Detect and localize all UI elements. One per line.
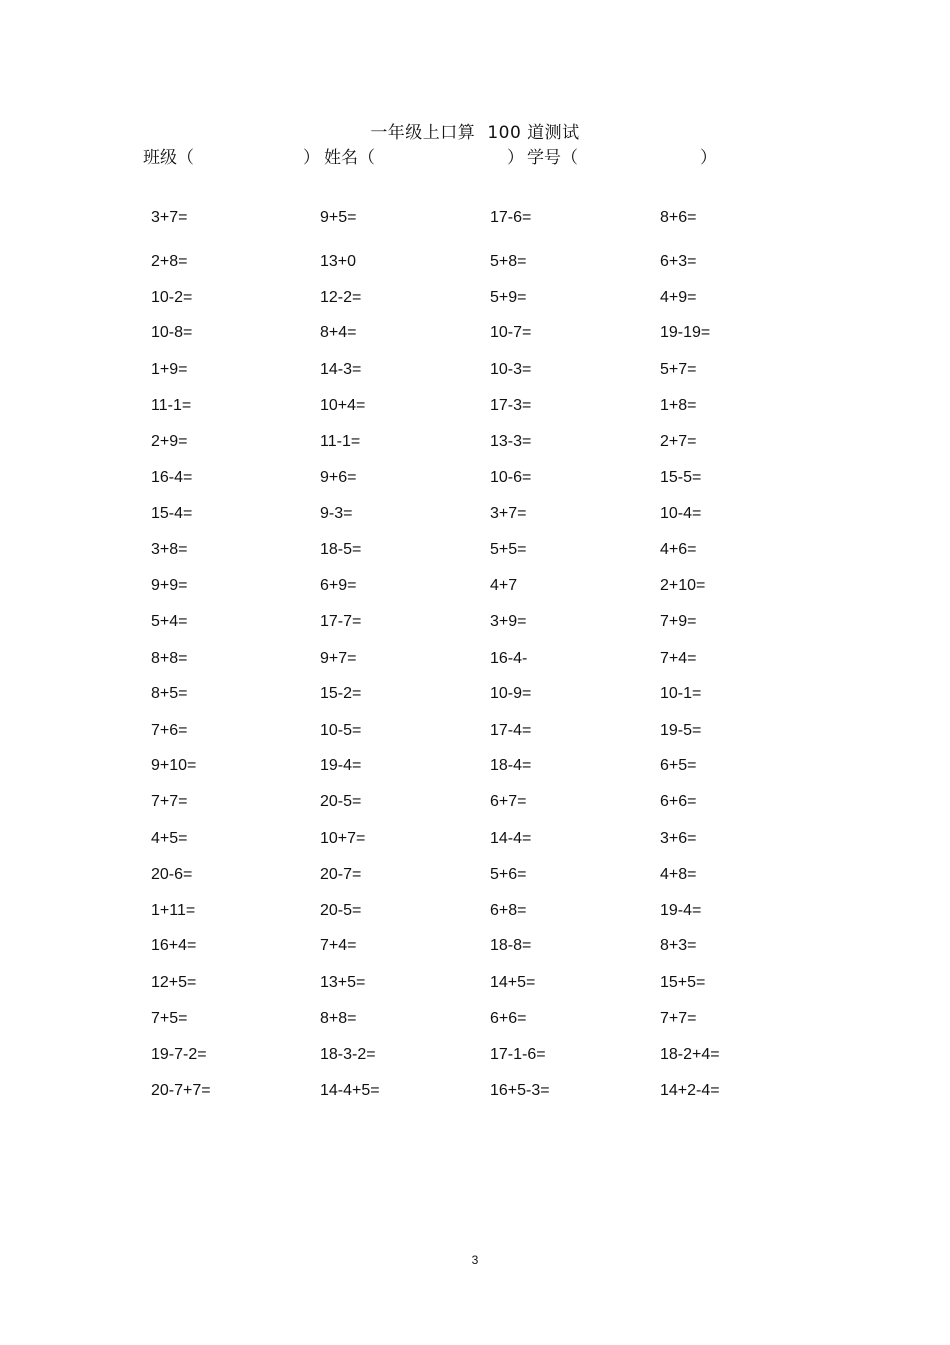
problem-item: 8+5= — [151, 685, 188, 702]
problem-item: 17-4= — [490, 722, 532, 739]
problem-item: 18-3-2= — [320, 1046, 376, 1063]
problem-item: 19-19= — [660, 324, 711, 341]
problem-item: 20-7= — [320, 866, 362, 883]
problem-item: 14+2-4= — [660, 1082, 720, 1099]
problem-item: 6+5= — [660, 757, 697, 774]
problem-item: 10-3= — [490, 361, 532, 378]
problem-item: 3+9= — [490, 613, 527, 630]
id-label: 学号（ — [527, 148, 578, 168]
problem-item: 7+5= — [151, 1010, 188, 1027]
problem-item: 10-6= — [490, 469, 532, 486]
problem-item: 3+7= — [490, 505, 527, 522]
problem-item: 10-5= — [320, 722, 362, 739]
id-close: ） — [700, 148, 717, 168]
problem-item: 4+7 — [490, 577, 518, 594]
problem-item: 5+9= — [490, 289, 527, 306]
problem-item: 6+7= — [490, 793, 527, 810]
problem-item: 4+6= — [660, 541, 697, 558]
problem-item: 8+8= — [320, 1010, 357, 1027]
problem-item: 5+6= — [490, 866, 527, 883]
name-close: ） — [507, 148, 524, 168]
problem-item: 2+7= — [660, 433, 697, 450]
problem-item: 7+7= — [660, 1010, 697, 1027]
problem-item: 7+4= — [660, 650, 697, 667]
class-close: ） — [303, 148, 320, 168]
problem-item: 20-5= — [320, 902, 362, 919]
problem-item: 9+7= — [320, 650, 357, 667]
problem-item: 1+9= — [151, 361, 188, 378]
problem-item: 4+5= — [151, 830, 188, 847]
problem-item: 18-5= — [320, 541, 362, 558]
problem-item: 10-2= — [151, 289, 193, 306]
problem-item: 19-4= — [320, 757, 362, 774]
problem-item: 2+9= — [151, 433, 188, 450]
problem-item: 9+10= — [151, 757, 197, 774]
problem-item: 12+5= — [151, 974, 197, 991]
problem-item: 17-6= — [490, 209, 532, 226]
problem-item: 1+11= — [151, 902, 196, 919]
problem-item: 19-4= — [660, 902, 702, 919]
problem-item: 6+9= — [320, 577, 357, 594]
problem-item: 10-1= — [660, 685, 702, 702]
problem-item: 17-3= — [490, 397, 532, 414]
problem-item: 3+7= — [151, 209, 188, 226]
problem-item: 9+9= — [151, 577, 188, 594]
problem-item: 12-2= — [320, 289, 362, 306]
problem-item: 18-8= — [490, 937, 532, 954]
problem-item: 9-3= — [320, 505, 353, 522]
problem-item: 19-5= — [660, 722, 702, 739]
problem-item: 13+0 — [320, 253, 357, 270]
problem-item: 18-2+4= — [660, 1046, 720, 1063]
problem-item: 7+9= — [660, 613, 697, 630]
problem-item: 10-9= — [490, 685, 532, 702]
problem-item: 5+7= — [660, 361, 697, 378]
problem-item: 11-1= — [320, 433, 361, 450]
problem-item: 8+6= — [660, 209, 697, 226]
problem-item: 11-1= — [151, 397, 192, 414]
problem-item: 14-3= — [320, 361, 362, 378]
problem-item: 6+3= — [660, 253, 697, 270]
problem-item: 8+4= — [320, 324, 357, 341]
problem-item: 5+8= — [490, 253, 527, 270]
problem-item: 6+6= — [490, 1010, 527, 1027]
problem-item: 2+10= — [660, 577, 706, 594]
problem-item: 2+8= — [151, 253, 188, 270]
problem-item: 18-4= — [490, 757, 532, 774]
problem-item: 16+4= — [151, 937, 197, 954]
problem-item: 5+4= — [151, 613, 188, 630]
problem-item: 15+5= — [660, 974, 706, 991]
problem-item: 9+6= — [320, 469, 357, 486]
problem-item: 10-4= — [660, 505, 702, 522]
problem-item: 6+6= — [660, 793, 697, 810]
problem-item: 8+8= — [151, 650, 188, 667]
problem-item: 14+5= — [490, 974, 536, 991]
name-label: 姓名（ — [324, 148, 375, 168]
problem-item: 16-4= — [151, 469, 193, 486]
problem-item: 7+7= — [151, 793, 188, 810]
problem-item: 6+8= — [490, 902, 527, 919]
problem-item: 15-4= — [151, 505, 193, 522]
problem-item: 10-8= — [151, 324, 193, 341]
title-main: 一年级上口算 — [370, 123, 476, 143]
problem-item: 7+4= — [320, 937, 357, 954]
problem-item: 4+9= — [660, 289, 697, 306]
class-label: 班级（ — [143, 148, 194, 168]
problem-item: 14-4= — [490, 830, 532, 847]
problem-item: 14-4+5= — [320, 1082, 380, 1099]
problem-item: 19-7-2= — [151, 1046, 207, 1063]
problem-item: 13-3= — [490, 433, 532, 450]
problem-item: 1+8= — [660, 397, 697, 414]
problem-item: 5+5= — [490, 541, 527, 558]
problem-item: 17-1-6= — [490, 1046, 546, 1063]
problem-item: 9+5= — [320, 209, 357, 226]
problem-item: 7+6= — [151, 722, 188, 739]
problem-item: 15-5= — [660, 469, 702, 486]
problem-item: 13+5= — [320, 974, 366, 991]
page-number: 3 — [471, 1253, 479, 1267]
problem-item: 16-4- — [490, 650, 528, 667]
problem-item: 10-7= — [490, 324, 532, 341]
problem-item: 10+4= — [320, 397, 366, 414]
problem-item: 4+8= — [660, 866, 697, 883]
problem-item: 20-6= — [151, 866, 193, 883]
problem-item: 15-2= — [320, 685, 362, 702]
title-count: 100 道测试 — [487, 123, 580, 143]
problem-item: 17-7= — [320, 613, 362, 630]
problem-item: 10+7= — [320, 830, 366, 847]
problem-item: 20-5= — [320, 793, 362, 810]
problem-item: 16+5-3= — [490, 1082, 550, 1099]
problem-item: 20-7+7= — [151, 1082, 211, 1099]
problem-item: 8+3= — [660, 937, 697, 954]
problem-item: 3+8= — [151, 541, 188, 558]
problem-item: 3+6= — [660, 830, 697, 847]
